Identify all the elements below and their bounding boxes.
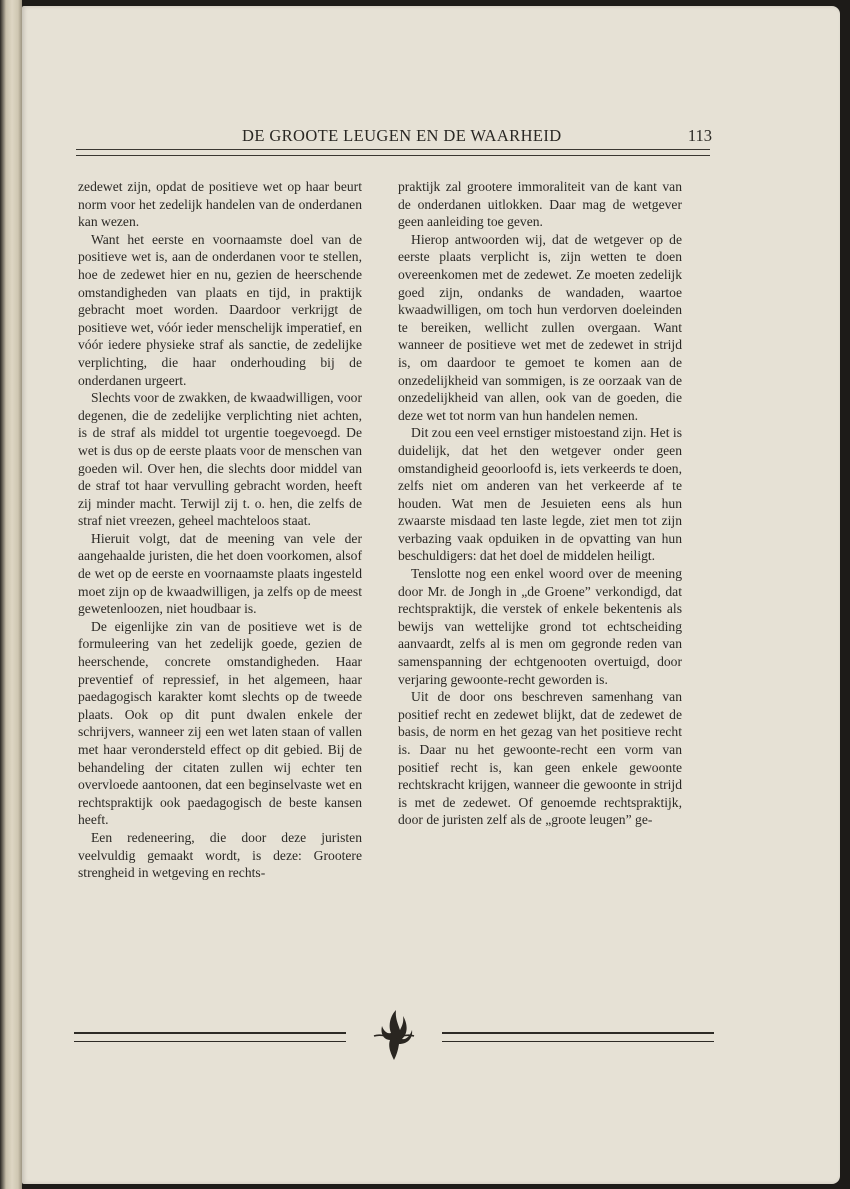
- book-page: [22, 6, 840, 1184]
- paragraph: Tenslotte nog een enkel woord over de meening door Mr. de Jongh in „de Groene” verkondigd, dat rechtspraktijk, die verstek of enkele bekentenis als bewijs van wettelijke grond tot echtscheiding aanvaardt, zelfs al is men om gegronde reden van samenspanning der echtgenooten overtuigd, door verjaring gewoonte-recht geworden is.: [398, 566, 682, 687]
- footer-ornament: [74, 1006, 714, 1066]
- running-header: [72, 118, 712, 148]
- page-number: 113: [687, 126, 712, 145]
- ornament-rule-right: [442, 1032, 714, 1042]
- paragraph: Want het eerste en voornaamste doel van de positieve wet is, aan de onderdanen voor te stellen, hoe de zedewet hier en nu, gezien de heerschende omstandigheden van plaats en tijd, in praktijk gebracht moet worden. Daardoor verkrijgt de positieve wet, vóór ieder menschelijk imperatief, en vóór iedere physieke straf als sanctie, de zedelijke verplichting, die haar onderhouding bij de onderdanen urgeert.: [78, 231, 362, 388]
- book-spine: [0, 0, 22, 1189]
- ornament-rule-left: [74, 1032, 346, 1042]
- right-column: [398, 178, 682, 829]
- running-title: DE GROOTE LEUGEN EN DE WAARHEID: [242, 126, 562, 145]
- left-column: [78, 178, 362, 882]
- paragraph: Uit de door ons beschreven samenhang van positief recht en zedewet blijkt, dat de zedewet de basis, de norm en het gezag van het positieve recht is. Daar nu het gewoonte-recht een vorm van positief recht is, kan geen enkele gewoonte rechtskracht krijgen, wanneer die gewoonte in strijd is met de zedewet. Of genoemde rechtspraktijk, door de juristen zelf als de „groote leugen” ge-: [398, 689, 682, 828]
- paragraph: Dit zou een veel ernstiger mistoestand zijn. Het is duidelijk, dat het den wetgever onder geen omstandigheid geoorloofd is, iets verkeerds te doen, zelfs niet om anderen van het verkeerde af te houden. Wat men de Jesuieten eens als hun zwaarste misdaad ten laste legde, ziet men tot zijn verbazing vaak opduiken in de opvatting van hun beschuldigers: dat het doel de middelen heiligt.: [398, 425, 682, 564]
- paragraph: De eigenlijke zin van de positieve wet is de formuleering van het zedelijk goede, gezien de heerschende, concrete omstandigheden. Haar preventief of repressief, in het algemeen, haar paedagogisch karakter komt slechts op de tweede plaats. Ook op dit punt dwalen enkele der schrijvers, wanneer zij een wet laten staan of vallen met haar verondersteld effect op dit gebied. Bij de behandeling der citaten zullen wij echter ten overvloede aantoonen, dat een beginselvaste wet en rechtspraktijk ook paedagogisch de beste kansen heeft.: [78, 618, 362, 828]
- paragraph: Hierop antwoorden wij, dat de wetgever op de eerste plaats verplicht is, zijn wetten te doen overeenkomen met de zedewet. Ze moeten zedelijk goed zijn, ondanks de wandaden, waartoe kwaadwilligen, om toch hun verdorven doeleinden te bereiken, wellicht zullen overgaan. Want wanneer de positieve wet met de zedewet in strijd is, om daardoor te gemoet te komen aan de onzedelijkheid van sommigen, is ze oorzaak van de onzedelijkheid van allen, ook van de goeden, die deze wet tot norm van hun handelen nemen.: [398, 231, 682, 423]
- paragraph: praktijk zal grootere immoraliteit van de kant van de onderdanen uitlokken. Daar mag de wetgever geen aanleiding toe geven.: [398, 179, 682, 230]
- paragraph: Hieruit volgt, dat de meening van vele der aangehaalde juristen, die het doen voorkomen, alsof de wet op de eerste en voornaamste plaats ingesteld moet zijn op de kwaadwilligen, ja zelfs op de meest gewetenloozen, niet houdbaar is.: [78, 530, 362, 617]
- paragraph: Een redeneering, die door deze juristen veelvuldig gemaakt wordt, is deze: Grootere strengheid in wetgeving en rechts-: [78, 829, 362, 881]
- paragraph: Slechts voor de zwakken, de kwaadwilligen, voor degenen, die de zedelijke verplichting niet achten, is de straf als middel tot urgentie toegevoegd. De wet is dus op de eerste plaats voor de menschen van goeden wil. Over hen, die slechts door middel van de straf tot haar vervulling gebracht worden, heeft zij minder macht. Terwijl zij t. o. hen, die zelfs de straf niet vreezen, geheel machteloos staat.: [78, 390, 362, 529]
- paragraph: zedewet zijn, opdat de positieve wet op haar beurt norm voor het zedelijk handelen van de onderdanen kan wezen.: [78, 179, 362, 230]
- header-rule: [76, 149, 710, 156]
- flame-vignette-icon: [366, 1006, 422, 1062]
